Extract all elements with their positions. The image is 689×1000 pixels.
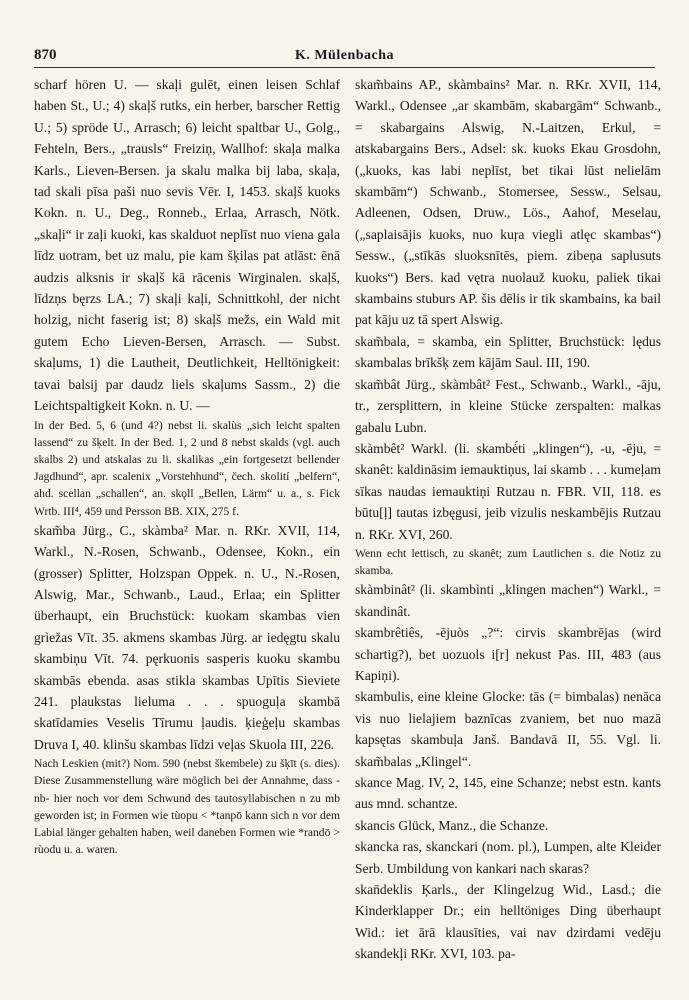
entry-skambet: skàmbêt² Warkl. (li. skambė́ti „klingen“), -u, -ēju, = skanêt: kaldināsim iemauktiņus, lai skamb . . . kumeļam sīkas naudas iemauktiņi Rutzau n. FBR. VII, 118. es būtu[ļ] tautas izbęgusi, jeib vizulis neskambējis Rutzau n. RKr. XVI, 260. (355, 440, 661, 542)
entry-skambala: skam̃bala, = skamba, ein Splitter, Bruchstück: lędus skambalas brīkšķ zem kājām Saul. III, 190. (355, 333, 661, 371)
entry-skambretics: skambrêtiês, -ējuòs „?“: cirvis skambrējas (wird schartig?), bet uozuols i[r] nekust Pas. III, 483 (aus Kapiņi). (355, 625, 661, 683)
page-number: 870 (34, 47, 57, 63)
entry-skandeklis: skan̄deklis Ķarls., der Klingelzug Wid., Lasd.; die Kinderklapper Dr.; ein helltöniges Ding überhaupt Wid.: iet ārā klausīties, vai nav dzirdami vedēju skandekļi RKr. XVI, 103. pa- (355, 882, 661, 962)
entry-skambat: skam̃bât Jürg., skàmbât² Fest., Schwanb., Warkl., -āju, tr., zersplittern, in kleine Stücke zerspalten: malkas gabalu Lubn. (355, 376, 661, 435)
left-column (34, 74, 340, 974)
etymology-note: Nach Leskien (mit?) Nom. 590 (nebst škembele) zu šķīt (s. dies). Diese Zusammenstellung wäre möglich bei der Annahme, dass -nb- hier noch vor dem Schwund des tautosyllabischen n zu mb geworden ist; in Formen wie tùopu < *tanpō kann sich n vor dem Labial länger gehalten haben, weil daneben Formen wie *randō > rùodu u. a. waren. (34, 757, 340, 857)
entry-skambulis: skambulis, eine kleine Glocke: tās (= bimbalas) nenāca vis nuo lielajiem baznīcas zvaniem, bet nuo mazā kapsętas skambuļa Janš. Bandavā II, 55. Vgl. li. skam̃balas „Klingel“. (355, 689, 661, 769)
entry-skancis: skancis Glück, Manz., die Schanze. (355, 817, 549, 833)
right-column (355, 74, 661, 974)
entry-skambinat: skàmbinât² (li. skambìnti „klingen machen“) Warkl., = skandinât. (355, 582, 661, 619)
etymology-note: Wenn echt lettisch, zu skanêt; zum Lautlichen s. die Notiz zu skamba. (355, 546, 661, 578)
etymology-note: In der Bed. 5, 6 (und 4?) nebst li. skalùs „sich leicht spalten lassend“ zu šķelt. In der Bed. 1, 2 und 8 nebst skalds (vgl. auch skalbs 2) und atskalas zu li. skalikas „ein fortgesetzt bellender Jagdhund“, apr. scalenix „Vorstehhund“, čech. skolití „belfern“, ahd. scellan „schallen“, an. skǫll „Bellen, Lärm“ u. a., s. Fick Wrtb. III⁴, 459 und Persson BB. XIX, 275 f. (34, 418, 340, 518)
entry-skanckaras: skancka ras, skanckari (nom. pl.), Lumpen, alte Kleider Serb. Umbildung von kankari nach skaras? (355, 839, 661, 876)
entry-continuation: scharf hören U. — skaļi gulēt, einen leisen Schlaf haben St., U.; 4) skaļš rutks, ein herber, barscher Rettig U.; 5) spröde U., Arrasch; 6) leicht spaltbar U., Golg., Fehteln, Bers., „trausls“ Freiziņ, Wallhof: skaļa malka Karls., Lieven-Bersen. ja skalu malka bij laba, skaļa, tad skali pīsa paši nuo sevis Vēr. I, 1453. skaļš kuoks Kokn. n. U., Deg., Ronneb., Erlaa, Arrasch, Nötk. „skaļi“ ir zaļi kuoki, kas skalduot neplīst nuo viena gala līdz uotram, bet uz malu, pie kam šķilas pat atlāst: ēnā audzis alksnis ir skaļš kā rācenis Wirginalen. skaļš, līdzņs bęrzs LA.; 7) skaļi kaļi, Schnittkohl, der nicht holzig, nicht faserig ist; 8) skaļš mežs, ein Wald mit gutem Echo Lieven-Bersen, Arrasch. — Subst. skaļums, 1) die Lautheit, Deutlichkeit, Helltönigkeit: tavai balsij par daudz liels skaļums Sassm., 2) die Leichtspaltigkeit Kokn. n. U. — (34, 77, 340, 414)
entry-skamba: skam̃ba Jürg., C., skàmba² Mar. n. RKr. XVII, 114, Warkl., N.-Rosen, Schwanb., Odensee, Kokn., ein (grosser) Splitter, Holzspan Oppek. n. U., N.-Rosen, Alswig, Mar., Schwanb., Laud., Erlaa; ein Splitter überhaupt, ein Bruchstück: kuokam skambas vien grìežas Vīt. 35. akmens skambas Jürg. ar iedęgtu skalu skambiņu Vīt. 74. pęrkuonis sasperis kuoku skambu skambās ebenda. asas stikla skambas Upītis Sieviete 241. plaukstas lieluma . . . spuoguļa skambā skatīdamies Veselis Tīrumu ļaudis. ķieģeļu skambas Druva I, 40. klinšu skambas līdzi veļas Skuola III, 226. (34, 522, 340, 752)
running-head: K. Mülenbacha (294, 48, 395, 63)
entry-skambains: skam̃bains AP., skàmbains² Mar. n. RKr. XVII, 114, Warkl., Odensee „ar skambām, skabargām“ Schwanb., = skabargains Alswig, N.-Laitzen, Erkul, = atskabargains Bers., Adsel: sk. kuoks Ekau Grosdohn, („kuoks, kas labi neplīst, bet tikai lūst nelielām skambām“) Schwanb., Stomersee, Sessw., Selsau, Adleenen, Odsen, Druw., Lös., Aahof, Meselau, („saplaisājis kuoks, nuo kuŗa viegli atlęc skambas“) Sessw., („stīkās sluoksnītēs, piem. zibeņa saplusuts kuoks“) Bers. kad vętra nuolauž kuoku, paliek tikai skambains stuburs AP. šis dēlis ir tik skambains, ka bail pat kāju uz tā spert Alswig. (355, 77, 661, 328)
page-header (34, 38, 655, 68)
entry-skance: skance Mag. IV, 2, 145, eine Schanze; nebst estn. kants aus mnd. schantze. (355, 775, 661, 812)
